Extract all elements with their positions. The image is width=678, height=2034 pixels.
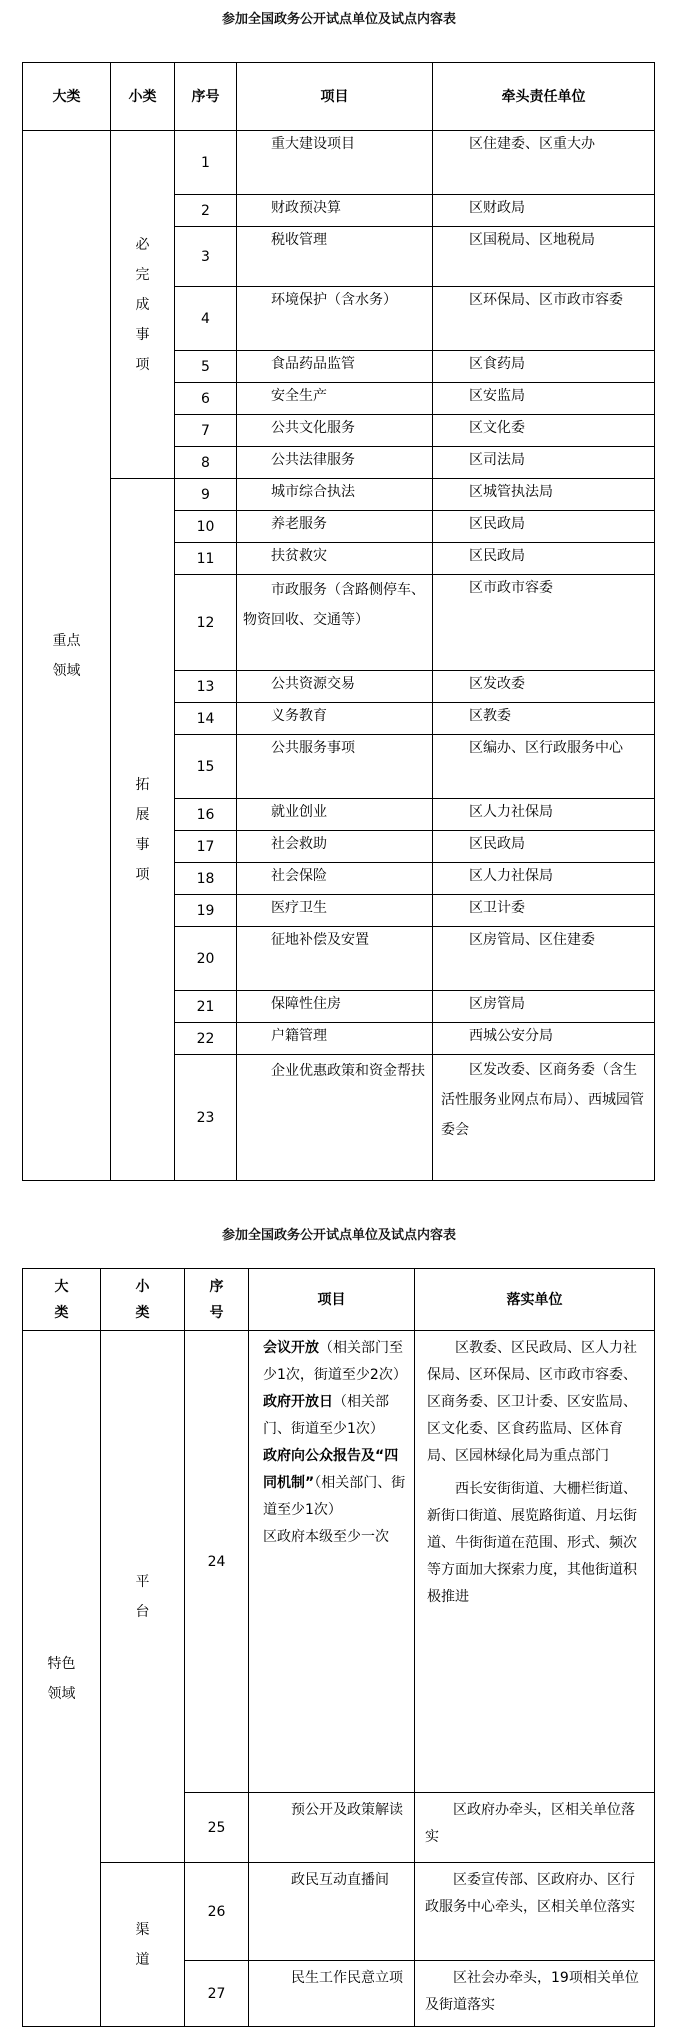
header-project: 项目 xyxy=(237,63,433,131)
row-seq: 17 xyxy=(175,831,237,863)
row-unit: 区人力社保局 xyxy=(433,863,655,895)
header-seq: 序号 xyxy=(185,1269,249,1331)
unit-key-streets: 西长安街街道、大栅栏街道、新街口街道、展览路街道、月坛街道、牛街街道在范围、形式、频次等方面加大探索力度，其他街道积极推进 xyxy=(427,1481,637,1605)
header-seq: 序号 xyxy=(175,63,237,131)
row-project: 社会保险 xyxy=(237,863,433,895)
row-unit: 区发改委、区商务委（含生活性服务业网点布局）、西城园管委会 xyxy=(433,1055,655,1181)
header-major: 大类 xyxy=(23,63,111,131)
row-unit: 区卫计委 xyxy=(433,895,655,927)
row-seq: 3 xyxy=(175,227,237,287)
row-seq: 22 xyxy=(175,1023,237,1055)
project-part-open-day: 政府开放日（相关部门、街道至少1次） xyxy=(263,1394,389,1437)
row-seq: 8 xyxy=(175,447,237,479)
unit-key-departments: 区教委、区民政局、区人力社保局、区环保局、区市政市容委、区商务委、区卫计委、区安监局、区文化委、区食药监局、区体育局、区园林绿化局为重点部门 xyxy=(427,1340,637,1464)
table1-title: 参加全国政务公开试点单位及试点内容表 xyxy=(221,12,456,27)
row-unit: 区食药局 xyxy=(433,351,655,383)
row-project: 就业创业 xyxy=(237,799,433,831)
row-seq: 23 xyxy=(175,1055,237,1181)
table2-title: 参加全国政务公开试点单位及试点内容表 xyxy=(221,1228,456,1243)
minor-category-platform: 平台 xyxy=(101,1331,185,1863)
header-implementing-unit: 落实单位 xyxy=(415,1269,655,1331)
row-unit: 区环保局、区市政市容委 xyxy=(433,287,655,351)
row-project: 保障性住房 xyxy=(237,991,433,1023)
row-seq: 7 xyxy=(175,415,237,447)
row-unit: 区安监局 xyxy=(433,383,655,415)
row-project: 公共服务事项 xyxy=(237,735,433,799)
row-seq: 2 xyxy=(175,195,237,227)
row-seq: 14 xyxy=(175,703,237,735)
row-unit: 区市政市容委 xyxy=(433,575,655,671)
row-seq: 4 xyxy=(175,287,237,351)
row-project: 公共法律服务 xyxy=(237,447,433,479)
row-project: 征地补偿及安置 xyxy=(237,927,433,991)
row-unit: 西城公安分局 xyxy=(433,1023,655,1055)
row-project: 企业优惠政策和资金帮扶 xyxy=(237,1055,433,1181)
row-seq: 11 xyxy=(175,543,237,575)
row-project: 社会救助 xyxy=(237,831,433,863)
row-seq: 6 xyxy=(175,383,237,415)
row-project: 市政服务（含路侧停车、物资回收、交通等） xyxy=(237,575,433,671)
header-lead-unit: 牵头责任单位 xyxy=(433,63,655,131)
row-project: 公共文化服务 xyxy=(237,415,433,447)
row-project: 义务教育 xyxy=(237,703,433,735)
row-unit: 区房管局、区住建委 xyxy=(433,927,655,991)
row-seq: 15 xyxy=(175,735,237,799)
row-project: 税收管理 xyxy=(237,227,433,287)
minor-category-extension: 拓展事项 xyxy=(111,479,175,1181)
row-project: 城市综合执法 xyxy=(237,479,433,511)
row-seq: 12 xyxy=(175,575,237,671)
row-project: 政民互动直播间 xyxy=(249,1863,415,1961)
row-unit: 区文化委 xyxy=(433,415,655,447)
table1-header-row xyxy=(23,63,655,131)
row-project: 环境保护（含水务） xyxy=(237,287,433,351)
row-project: 户籍管理 xyxy=(237,1023,433,1055)
row-unit: 区人力社保局 xyxy=(433,799,655,831)
row-unit: 区民政局 xyxy=(433,511,655,543)
row-project: 安全生产 xyxy=(237,383,433,415)
row-project: 预公开及政策解读 xyxy=(249,1793,415,1863)
row-unit: 区国税局、区地税局 xyxy=(433,227,655,287)
row-unit: 区民政局 xyxy=(433,543,655,575)
project-part-meetings: 会议开放（相关部门至少1次，街道至少2次） xyxy=(263,1340,407,1383)
row-seq: 25 xyxy=(185,1793,249,1863)
major-category-cell: 特色领域 xyxy=(23,1331,101,2027)
row-seq: 27 xyxy=(185,1961,249,2027)
row-seq: 19 xyxy=(175,895,237,927)
row-unit-detail xyxy=(415,1331,655,1793)
row-project: 食品药品监管 xyxy=(237,351,433,383)
row-unit: 区民政局 xyxy=(433,831,655,863)
row-project: 公共资源交易 xyxy=(237,671,433,703)
table-row xyxy=(23,131,655,195)
row-seq: 13 xyxy=(175,671,237,703)
table-row xyxy=(23,1331,655,1793)
row-project: 财政预决算 xyxy=(237,195,433,227)
row-unit: 区住建委、区重大办 xyxy=(433,131,655,195)
row-seq: 10 xyxy=(175,511,237,543)
minor-category-must-complete: 必完成事项 xyxy=(111,131,175,479)
row-unit: 区房管局 xyxy=(433,991,655,1023)
row-project: 重大建设项目 xyxy=(237,131,433,195)
row-unit: 区发改委 xyxy=(433,671,655,703)
row-unit: 区委宣传部、区政府办、区行政服务中心牵头，区相关单位落实 xyxy=(415,1863,655,1961)
header-project: 项目 xyxy=(249,1269,415,1331)
table-row xyxy=(23,1863,655,1961)
row-project: 养老服务 xyxy=(237,511,433,543)
row-unit: 区政府办牵头，区相关单位落实 xyxy=(415,1793,655,1863)
row-seq: 18 xyxy=(175,863,237,895)
row-unit: 区教委 xyxy=(433,703,655,735)
table1 xyxy=(22,62,655,1181)
project-part-public-report: 政府向公众报告及“四同机制”（相关部门、街道至少1次） xyxy=(263,1448,406,1518)
row-seq: 21 xyxy=(175,991,237,1023)
table-row xyxy=(23,479,655,511)
row-seq: 16 xyxy=(175,799,237,831)
row-unit: 区财政局 xyxy=(433,195,655,227)
header-major: 大类 xyxy=(23,1269,101,1331)
row-project: 民生工作民意立项 xyxy=(249,1961,415,2027)
row-unit: 区城管执法局 xyxy=(433,479,655,511)
row-seq: 5 xyxy=(175,351,237,383)
major-category-cell: 重点领域 xyxy=(23,131,111,1181)
header-minor: 小类 xyxy=(101,1269,185,1331)
row-project-detail xyxy=(249,1331,415,1793)
row-seq: 20 xyxy=(175,927,237,991)
row-project: 扶贫救灾 xyxy=(237,543,433,575)
row-seq: 1 xyxy=(175,131,237,195)
header-minor: 小类 xyxy=(111,63,175,131)
row-unit: 区司法局 xyxy=(433,447,655,479)
row-seq: 24 xyxy=(185,1331,249,1793)
row-seq: 26 xyxy=(185,1863,249,1961)
row-project: 医疗卫生 xyxy=(237,895,433,927)
project-part-district-gov: 区政府本级至少一次 xyxy=(263,1529,389,1545)
row-seq: 9 xyxy=(175,479,237,511)
row-unit: 区社会办牵头，19项相关单位及街道落实 xyxy=(415,1961,655,2027)
row-unit: 区编办、区行政服务中心 xyxy=(433,735,655,799)
minor-category-channel: 渠道 xyxy=(101,1863,185,2027)
table2-header-row xyxy=(23,1269,655,1331)
table2 xyxy=(22,1268,655,2027)
